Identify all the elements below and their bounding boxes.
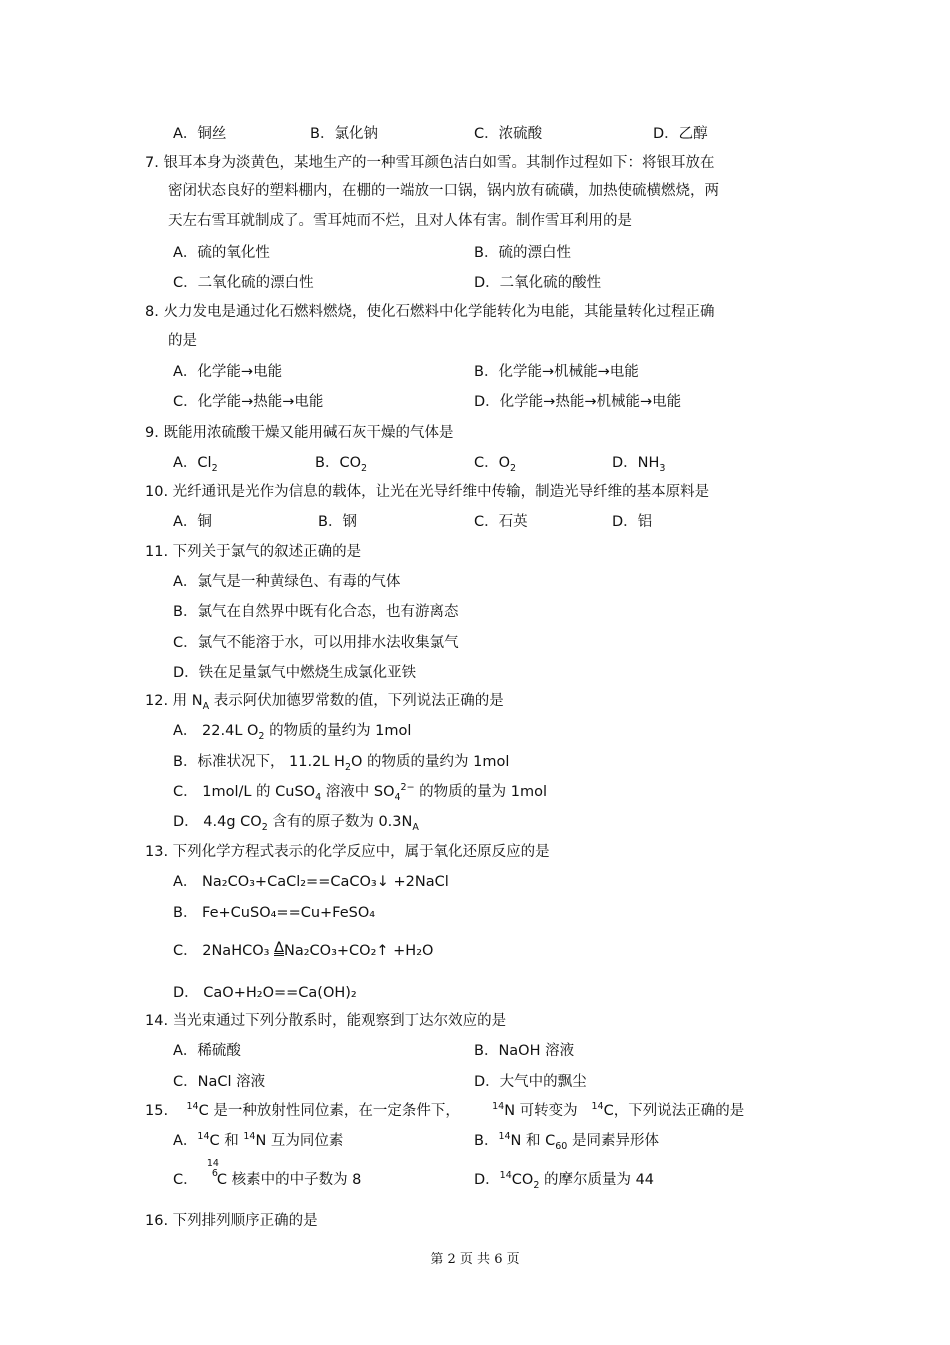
q14-option-c: C．NaCl 溶液 xyxy=(173,1074,266,1090)
q6-option-a: A．铜丝 xyxy=(173,126,227,142)
q15-stem: 15. $^{14}$C 是一种放射性同位素，在一定条件下， $^{14}$N 可转变为 $^{14}$C，下列说法正确的是 xyxy=(145,1101,745,1119)
q10-stem: 10. 光纤通讯是光作为信息的载体，让光在光导纤维中传输，制造光导纤维的基本原料是 xyxy=(145,484,710,500)
q8-stem-line1: 8. 火力发电是通过化石燃料燃烧，使化石燃料中化学能转化为电能，其能量转化过程正确 xyxy=(145,304,715,320)
q9-option-d: D．$NH_3$ xyxy=(612,455,666,474)
q8-option-d: D．化学能→热能→机械能→电能 xyxy=(474,394,682,410)
q8-option-c: C．化学能→热能→电能 xyxy=(173,394,324,410)
q8-stem-line2: 的是 xyxy=(168,333,197,349)
page-footer: 第 2 页 共 6 页 xyxy=(430,1252,520,1267)
q11-option-c: C．氯气不能溶于水，可以用排水法收集氯气 xyxy=(173,635,459,651)
q11-option-b: B．氯气在自然界中既有化合态，也有游离态 xyxy=(173,604,459,620)
q15-option-a: A．$^{14}$C 和 $^{14}$N 互为同位素 xyxy=(173,1131,344,1149)
q12-option-b: B．标准状况下， 11.2L $H_2O$ 的物质的量约为 1mol xyxy=(173,754,510,773)
q9-option-b: B．$CO_2$ xyxy=(315,455,368,474)
q7-option-d: D．二氧化硫的酸性 xyxy=(474,275,602,291)
q14-option-d: D．大气中的飘尘 xyxy=(474,1074,587,1090)
q10-option-c: C．石英 xyxy=(474,514,528,530)
q15-option-c: C． 14 6 C 核素中的中子数为 8 xyxy=(173,1158,362,1188)
q10-option-a: A．铜 xyxy=(173,514,212,530)
q12-option-c: C． 1mol/L 的 CuSO$_4$ 溶液中 $SO_4^{2-}$ 的物质的量为 1mol xyxy=(173,782,548,803)
q12-stem: 12. 用 $N_A$ 表示阿伏加德罗常数的值，下列说法正确的是 xyxy=(145,693,504,712)
q10-option-d: D．铝 xyxy=(612,514,653,530)
q11-option-d: D．铁在足量氯气中燃烧生成氯化亚铁 xyxy=(173,665,417,681)
q13-option-c: C． 2NaHCO₃ ΔNa₂CO₃+CO₂↑ +H₂O xyxy=(173,940,434,959)
q11-stem: 11. 下列关于氯气的叙述正确的是 xyxy=(145,544,362,560)
q15-option-b: B．$^{14}$N 和 $C_{60}$ 是同素异形体 xyxy=(474,1131,659,1152)
q6-option-c: C．浓硫酸 xyxy=(474,126,543,142)
q7-stem-line1: 7. 银耳本身为淡黄色，某地生产的一种雪耳颜色洁白如雪。其制作过程如下：将银耳放在 xyxy=(145,155,715,171)
heat-symbol: Δ xyxy=(274,940,284,956)
q12-option-a: A． 22.4L $O_2$ 的物质的量约为 1mol xyxy=(173,723,412,742)
q13-option-a: A． Na₂CO₃+CaCl₂==CaCO₃↓ +2NaCl xyxy=(173,874,449,890)
q7-option-b: B．硫的漂白性 xyxy=(474,245,571,261)
q14-option-b: B．NaOH 溶液 xyxy=(474,1043,575,1059)
q8-option-a: A．化学能→电能 xyxy=(173,364,283,380)
q6-option-b: B．氯化钠 xyxy=(310,126,378,142)
q15-option-d: D．$^{14}CO_2$ 的摩尔质量为 44 xyxy=(474,1170,655,1191)
q11-option-a: A．氯气是一种黄绿色、有毒的气体 xyxy=(173,574,401,590)
q8-option-b: B．化学能→机械能→电能 xyxy=(474,364,639,380)
q13-stem: 13. 下列化学方程式表示的化学反应中，属于氧化还原反应的是 xyxy=(145,844,550,860)
q7-option-c: C．二氧化硫的漂白性 xyxy=(173,275,314,291)
q10-option-b: B．钢 xyxy=(318,514,357,530)
q13-option-d: D． CaO+H₂O==Ca(OH)₂ xyxy=(173,985,357,1001)
q9-stem: 9. 既能用浓硫酸干燥又能用碱石灰干燥的气体是 xyxy=(145,425,454,441)
q6-option-d: D．乙醇 xyxy=(653,126,708,142)
q14-stem: 14. 当光束通过下列分散系时，能观察到丁达尔效应的是 xyxy=(145,1013,507,1029)
q13-option-b: B． Fe+CuSO₄==Cu+FeSO₄ xyxy=(173,905,376,921)
q7-option-a: A．硫的氧化性 xyxy=(173,245,270,261)
q16-stem: 16. 下列排列顺序正确的是 xyxy=(145,1213,318,1229)
q7-stem-line3: 天左右雪耳就制成了。雪耳炖而不烂，且对人体有害。制作雪耳利用的是 xyxy=(168,213,632,229)
q9-option-c: C．$O_2$ xyxy=(474,455,517,474)
q9-option-a: A．$Cl_2$ xyxy=(173,455,218,474)
q14-option-a: A．稀硫酸 xyxy=(173,1043,241,1059)
q12-option-d: D． 4.4g $CO_2$ 含有的原子数为 $0.3N_A$ xyxy=(173,814,419,833)
q7-stem-line2: 密闭状态良好的塑料棚内，在棚的一端放一口锅，锅内放有硫磺，加热使硫横燃烧，两 xyxy=(168,183,719,199)
